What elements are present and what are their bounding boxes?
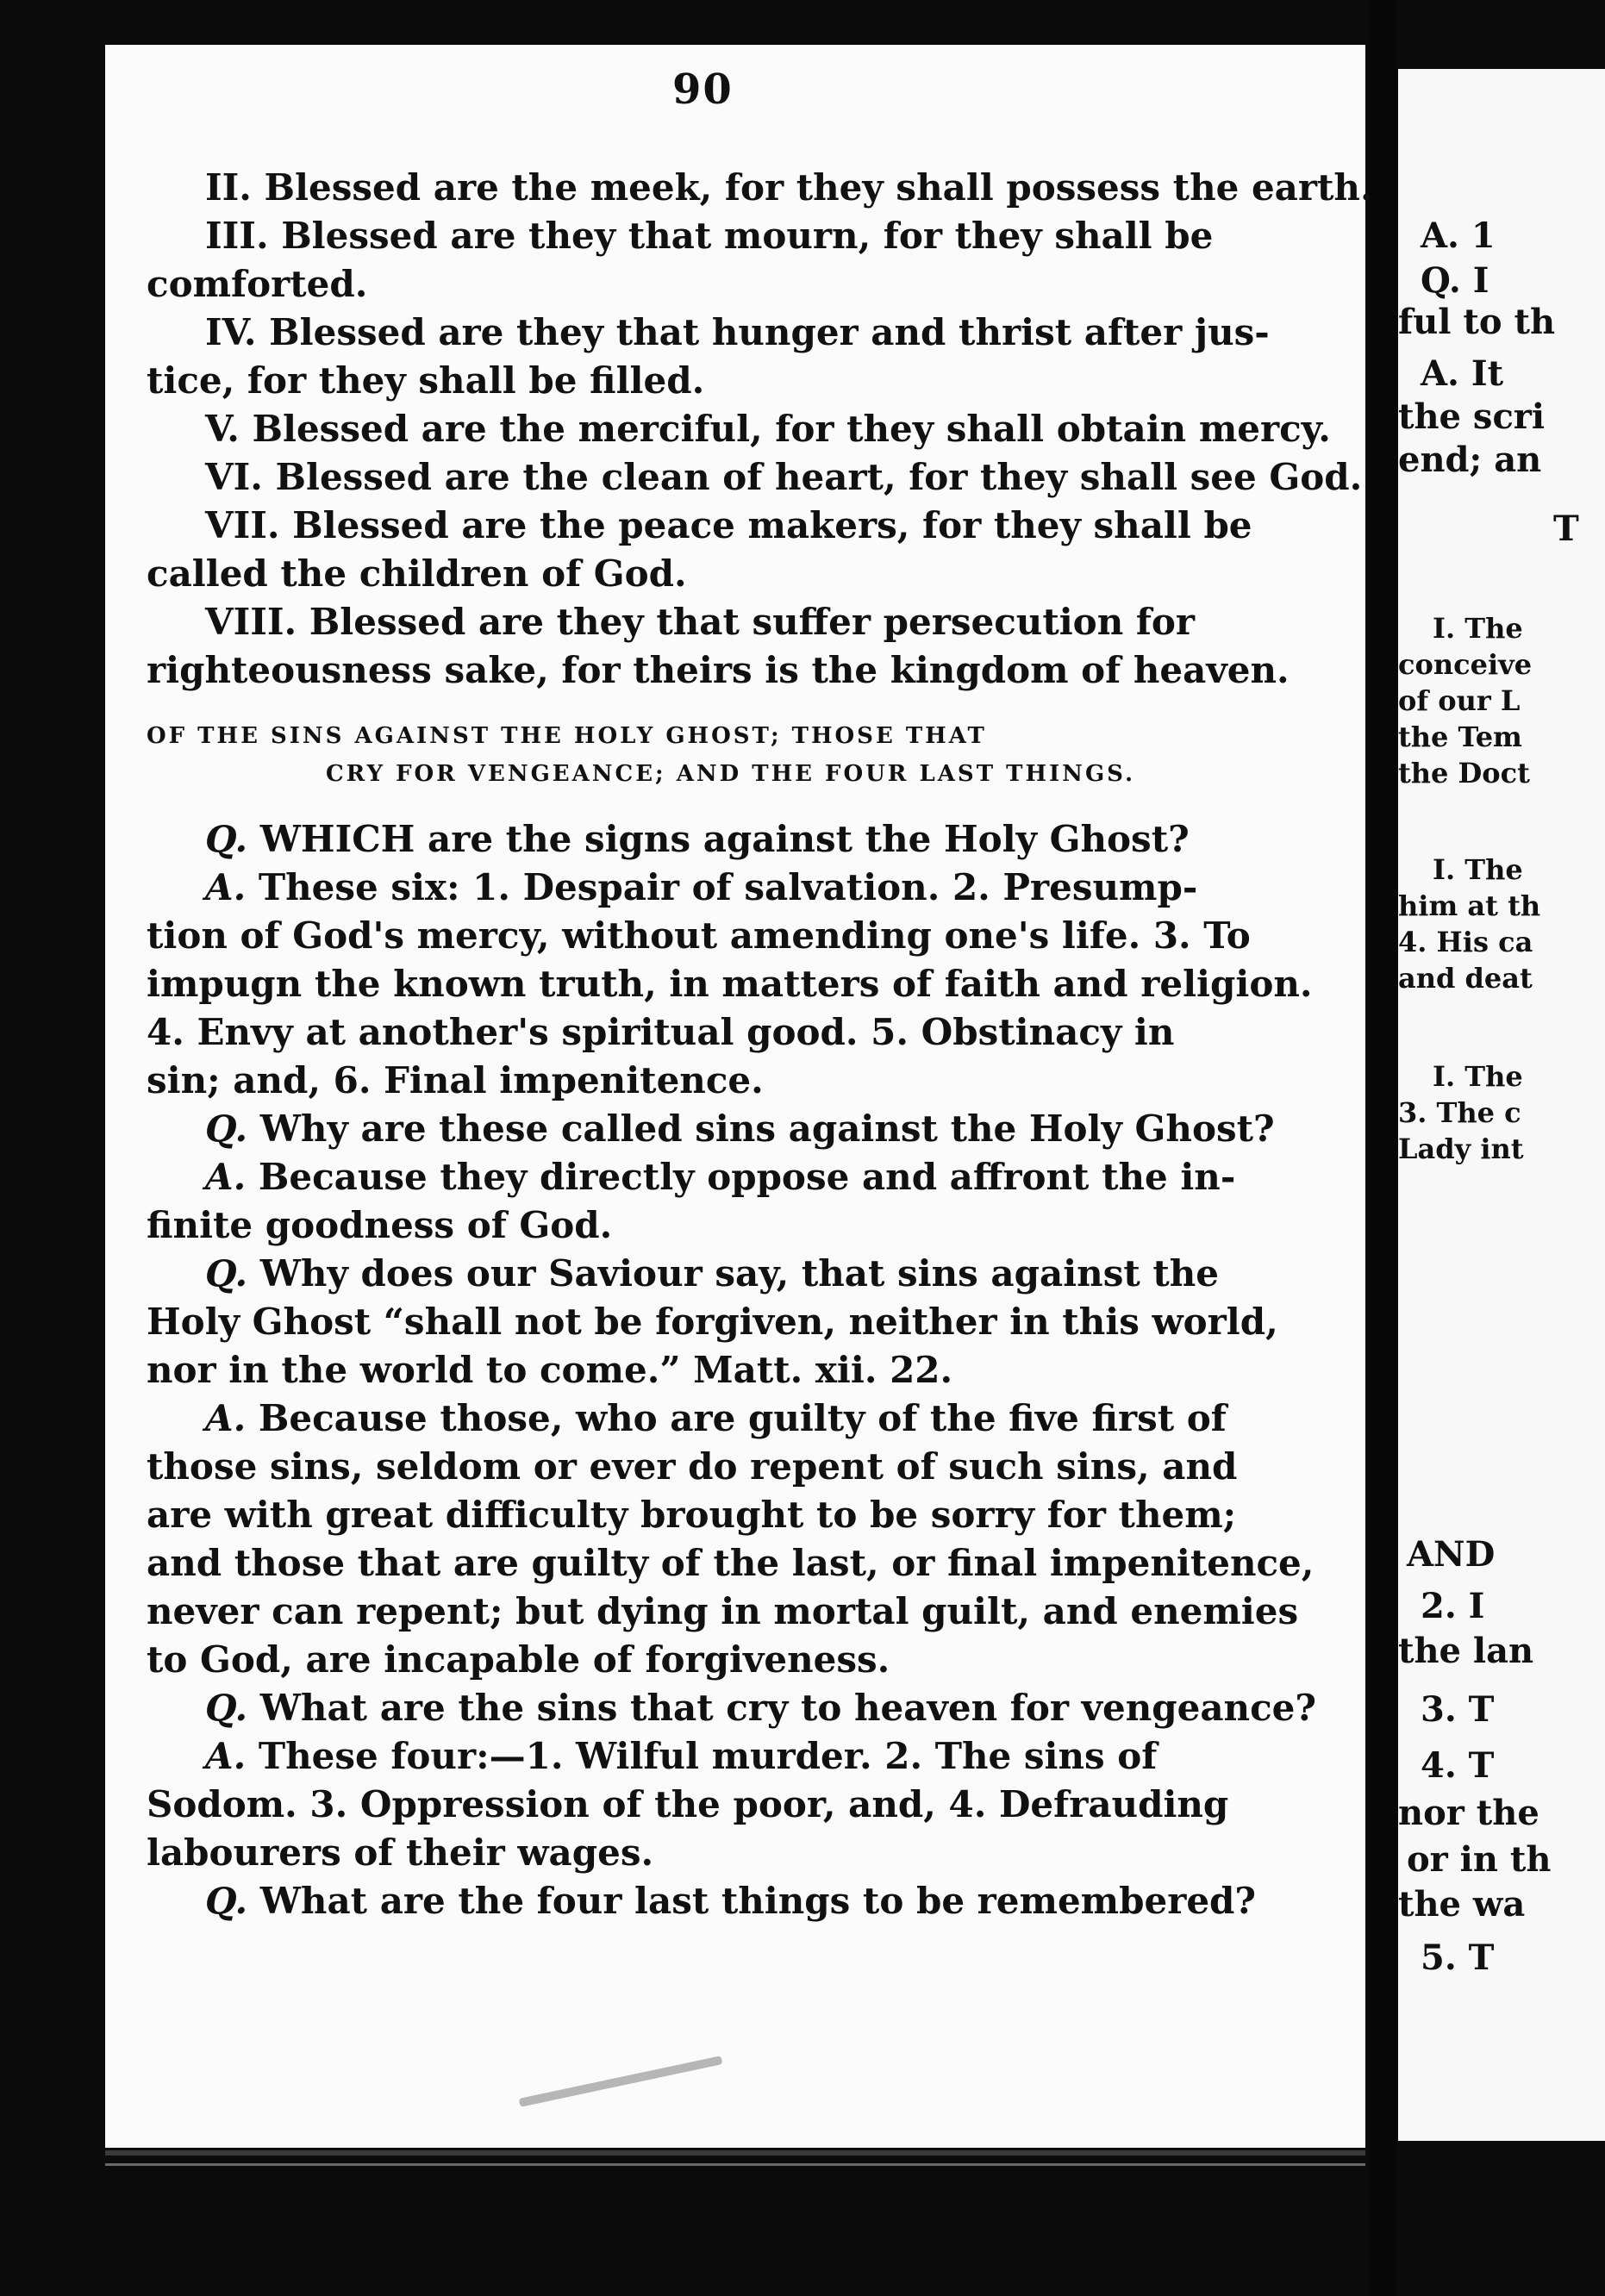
fragment: 4. His ca (1398, 926, 1533, 958)
beatitude-text: Blessed are the clean of heart, for they shall see God. (275, 456, 1363, 498)
fragment: 5. T (1421, 1937, 1495, 1978)
beatitude-line (147, 502, 1315, 550)
question-line (147, 1684, 1315, 1732)
beatitude-text: Blessed are the meek, for they shall possess the earth. (264, 166, 1373, 209)
beatitude-text: Blessed are they that suffer persecution for (309, 601, 1196, 643)
fragment: AND (1407, 1534, 1496, 1575)
beatitude-line (147, 453, 1363, 502)
beatitude-line (147, 598, 1315, 646)
beatitude-text: Blessed are the merciful, for they shall obtain mercy. (252, 408, 1331, 450)
beatitude-line: righteousness sake, for theirs is the kingdom of heaven. (147, 649, 1290, 691)
a-tag: A. (205, 1397, 247, 1439)
fragment: or in th (1407, 1839, 1552, 1880)
beatitude-text: Blessed are the peace makers, for they shall be (292, 504, 1252, 546)
answer-line: finite goodness of God. (147, 1204, 613, 1246)
a-tag: A. (205, 1156, 247, 1198)
fragment: A. It (1421, 353, 1504, 394)
question-line: nor in the world to come.” Matt. xii. 22. (147, 1349, 953, 1391)
answer-line: those sins, seldom or ever do repent of such sins, and (147, 1445, 1238, 1488)
beatitude-line (147, 164, 1373, 212)
fragment: Lady int (1398, 1132, 1524, 1165)
answer-line (147, 1394, 1315, 1443)
fragment: ful to th (1398, 302, 1556, 342)
beatitude-number: VIII. (205, 601, 297, 643)
section-heading: CRY FOR VENGEANCE; AND THE FOUR LAST THINGS. (325, 761, 1136, 787)
fragment: I. The (1433, 612, 1523, 645)
q-tag: Q. (205, 1687, 248, 1729)
question-text: WHICH are the signs against the Holy Ghost? (259, 818, 1190, 860)
page-bottom-rule (105, 2150, 1365, 2156)
answer-line: to God, are incapable of forgiveness. (147, 1638, 890, 1681)
answer-line: are with great difficulty brought to be sorry for them; (147, 1494, 1237, 1536)
beatitude-number: III. (205, 215, 269, 257)
answer-text: Because they directly oppose and affront the in- (258, 1156, 1236, 1198)
question-text: What are the sins that cry to heaven for vengeance? (259, 1687, 1316, 1729)
answer-text: Because those, who are guilty of the five first of (258, 1397, 1227, 1439)
answer-line: sin; and, 6. Final impenitence. (147, 1059, 764, 1101)
fragment: 2. I (1421, 1586, 1485, 1626)
question-text: Why does our Saviour say, that sins against the (259, 1252, 1220, 1295)
beatitude-line: tice, for they shall be filled. (147, 359, 705, 402)
adjacent-page-text (1398, 69, 1605, 2141)
beatitude-text: Blessed are they that hunger and thrist after jus- (269, 311, 1270, 353)
fragment: 3. T (1421, 1689, 1495, 1730)
fragment: 3. The c (1398, 1096, 1521, 1129)
fragment: and deat (1398, 962, 1533, 995)
answer-text: These six: 1. Despair of salvation. 2. Presump- (258, 866, 1198, 908)
page-number: 90 (672, 66, 734, 114)
answer-line (147, 1153, 1315, 1201)
answer-line: and those that are guilty of the last, or final impenitence, (147, 1542, 1315, 1584)
a-tag: A. (205, 1735, 247, 1777)
fragment: A. 1 (1421, 215, 1496, 256)
fragment: him at th (1398, 889, 1541, 922)
fragment: the Doct (1398, 757, 1530, 789)
fragment: conceive (1398, 648, 1533, 681)
answer-line (147, 1732, 1315, 1781)
beatitude-line: called the children of God. (147, 552, 687, 595)
beatitude-line (147, 405, 1331, 453)
q-tag: Q. (205, 1880, 248, 1922)
beatitude-line (147, 212, 1315, 260)
book-gutter (1369, 0, 1396, 2296)
fragment: the Tem (1398, 721, 1522, 753)
question-line: Holy Ghost “shall not be forgiven, neither in this world, (147, 1301, 1278, 1343)
beatitude-line: comforted. (147, 263, 368, 305)
beatitude-number: II. (205, 166, 252, 209)
answer-line: never can repent; but dying in mortal guilt, and enemies (147, 1590, 1299, 1632)
fragment: nor the (1398, 1793, 1539, 1833)
q-tag: Q. (205, 1107, 248, 1150)
beatitude-number: VI. (205, 456, 263, 498)
page-body (147, 164, 1373, 1925)
beatitude-number: VII. (205, 504, 280, 546)
question-line (147, 1877, 1315, 1925)
answer-line: 4. Envy at another's spiritual good. 5. Obstinacy in (147, 1011, 1175, 1053)
fragment: Q. I (1421, 260, 1489, 301)
a-tag: A. (205, 866, 247, 908)
page-bottom-rule-secondary (105, 2163, 1365, 2166)
question-line (147, 1250, 1315, 1298)
beatitude-line (147, 309, 1315, 357)
answer-text: These four:—1. Wilful murder. 2. The sins of (258, 1735, 1158, 1777)
fragment: the lan (1398, 1631, 1534, 1671)
answer-line: impugn the known truth, in matters of faith and religion. (147, 963, 1313, 1005)
answer-line: tion of God's mercy, without amending one's life. 3. To (147, 914, 1251, 957)
fragment: the scri (1398, 396, 1546, 437)
question-text: What are the four last things to be remembered? (259, 1880, 1257, 1922)
question-text: Why are these called sins against the Holy Ghost? (259, 1107, 1275, 1150)
fragment: end; an (1398, 440, 1542, 480)
beatitude-number: V. (205, 408, 240, 450)
answer-line (147, 864, 1315, 912)
q-tag: Q. (205, 818, 248, 860)
fragment: 4. T (1421, 1745, 1495, 1786)
fragment: I. The (1433, 1060, 1523, 1093)
beatitude-number: IV. (205, 311, 257, 353)
beatitude-text: Blessed are they that mourn, for they shall be (281, 215, 1214, 257)
answer-line: Sodom. 3. Oppression of the poor, and, 4. Defrauding (147, 1783, 1229, 1825)
question-line (147, 1105, 1315, 1153)
q-tag: Q. (205, 1252, 248, 1295)
answer-line: labourers of their wages. (147, 1831, 654, 1874)
section-heading: OF THE SINS AGAINST THE HOLY GHOST; THOSE THAT (147, 723, 987, 749)
fragment: of our L (1398, 684, 1521, 717)
fragment: I. The (1433, 853, 1523, 886)
fragment: T (1553, 508, 1579, 549)
fragment: the wa (1398, 1884, 1526, 1925)
question-line (147, 815, 1315, 864)
